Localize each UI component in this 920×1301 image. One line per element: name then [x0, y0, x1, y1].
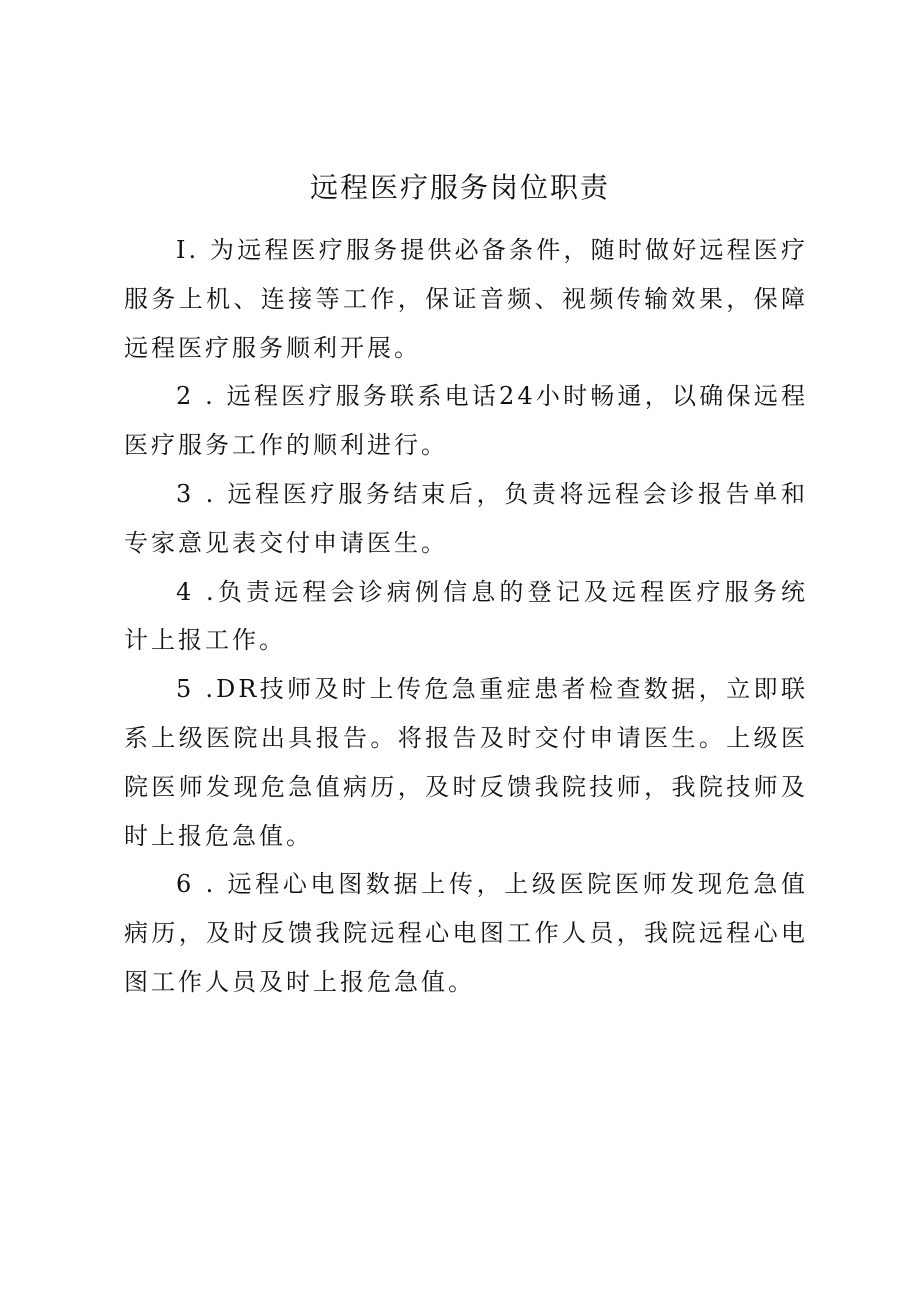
duty-paragraph-5: 5 .DR技师及时上传危急重症患者检查数据，立即联系上级医院出具报告。将报告及时交付申请医生。上级医院医师发现危急值病历，及时反馈我院技师，我院技师及时上报危急值。 [124, 675, 808, 850]
duty-paragraph-4: 4 .负责远程会诊病例信息的登记及远程医疗服务统计上报工作。 [124, 577, 808, 655]
duty-paragraph-3: 3 . 远程医疗服务结束后，负责将远程会诊报告单和专家意见表交付申请医生。 [124, 479, 808, 557]
page-title: 远程医疗服务岗位职责 [309, 171, 610, 204]
duty-paragraph-2: 2 . 远程医疗服务联系电话24小时畅通，以确保远程医疗服务工作的顺利进行。 [124, 382, 808, 460]
duty-paragraph-6: 6 . 远程心电图数据上传，上级医院医师发现危急值病历，及时反馈我院远程心电图工作人员，我院远程心电图工作人员及时上报危急值。 [124, 870, 808, 996]
document-body [124, 226, 808, 1007]
duty-paragraph-1: I. 为远程医疗服务提供必备条件，随时做好远程医疗服务上机、连接等工作，保证音频、视频传输效果，保障远程医疗服务顺利开展。 [124, 236, 808, 362]
